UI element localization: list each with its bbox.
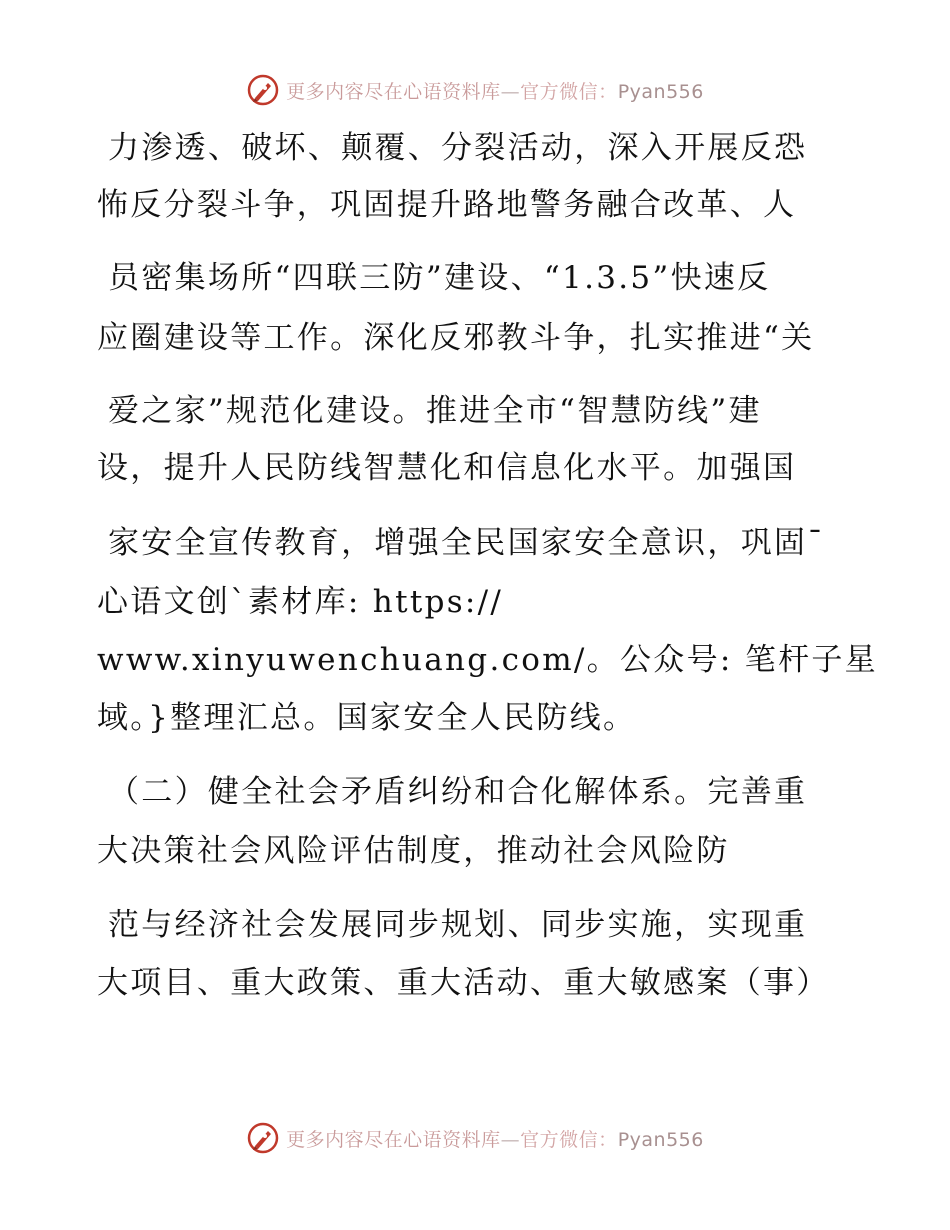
footer-watermark-separator: — — [500, 1128, 521, 1151]
text-line: （二）健全社会矛盾纠纷和合化解体系。完善重 — [108, 774, 808, 810]
text-line: 怖反分裂斗争，巩固提升路地警务融合改革、人 — [97, 187, 797, 223]
text-line: www.xinyuwenchuang.com/。公众号: 笔杆子星 — [97, 642, 878, 678]
pen-logo-icon — [246, 1121, 280, 1155]
text-line: 力渗透、破坏、颠覆、分裂活动，深入开展反恐 — [108, 130, 808, 166]
text-line: 家安全宣传教育，增强全民国家安全意识，巩固¯ — [108, 525, 826, 561]
text-line: 大项目、重大政策、重大活动、重大敏感案（事） — [97, 965, 830, 1001]
text-line: 心语文创`素材库: https:// — [97, 584, 504, 620]
footer-watermark-text — [286, 1125, 704, 1152]
footer-watermark-wechat-id: Pyan556 — [617, 1128, 704, 1151]
text-line: 设，提升人民防线智慧化和信息化水平。加强国 — [97, 450, 797, 486]
text-line: 爱之家”规范化建设。推进全市“智慧防线”建 — [108, 393, 762, 429]
text-line: 大决策社会风险评估制度，推动社会风险防 — [97, 833, 730, 869]
header-watermark-main: 更多内容尽在心语资料库 — [286, 80, 501, 103]
footer-watermark-wechat-label: 官方微信： — [520, 1128, 618, 1151]
header-watermark-wechat-id: Pyan556 — [617, 80, 704, 103]
footer-watermark-main: 更多内容尽在心语资料库 — [286, 1128, 501, 1151]
text-line: 员密集场所“四联三防”建设、“1.3.5”快速反 — [108, 260, 771, 296]
header-watermark-wechat-label: 官方微信： — [520, 80, 618, 103]
text-line: 域。}整理汇总。国家安全人民防线。 — [97, 700, 637, 736]
footer-watermark-banner — [0, 1118, 950, 1158]
text-line: 应圈建设等工作。深化反邪教斗争，扎实推进“关 — [97, 320, 815, 356]
header-watermark-separator: — — [500, 80, 521, 103]
text-line: 范与经济社会发展同步规划、同步实施，实现重 — [108, 907, 808, 943]
